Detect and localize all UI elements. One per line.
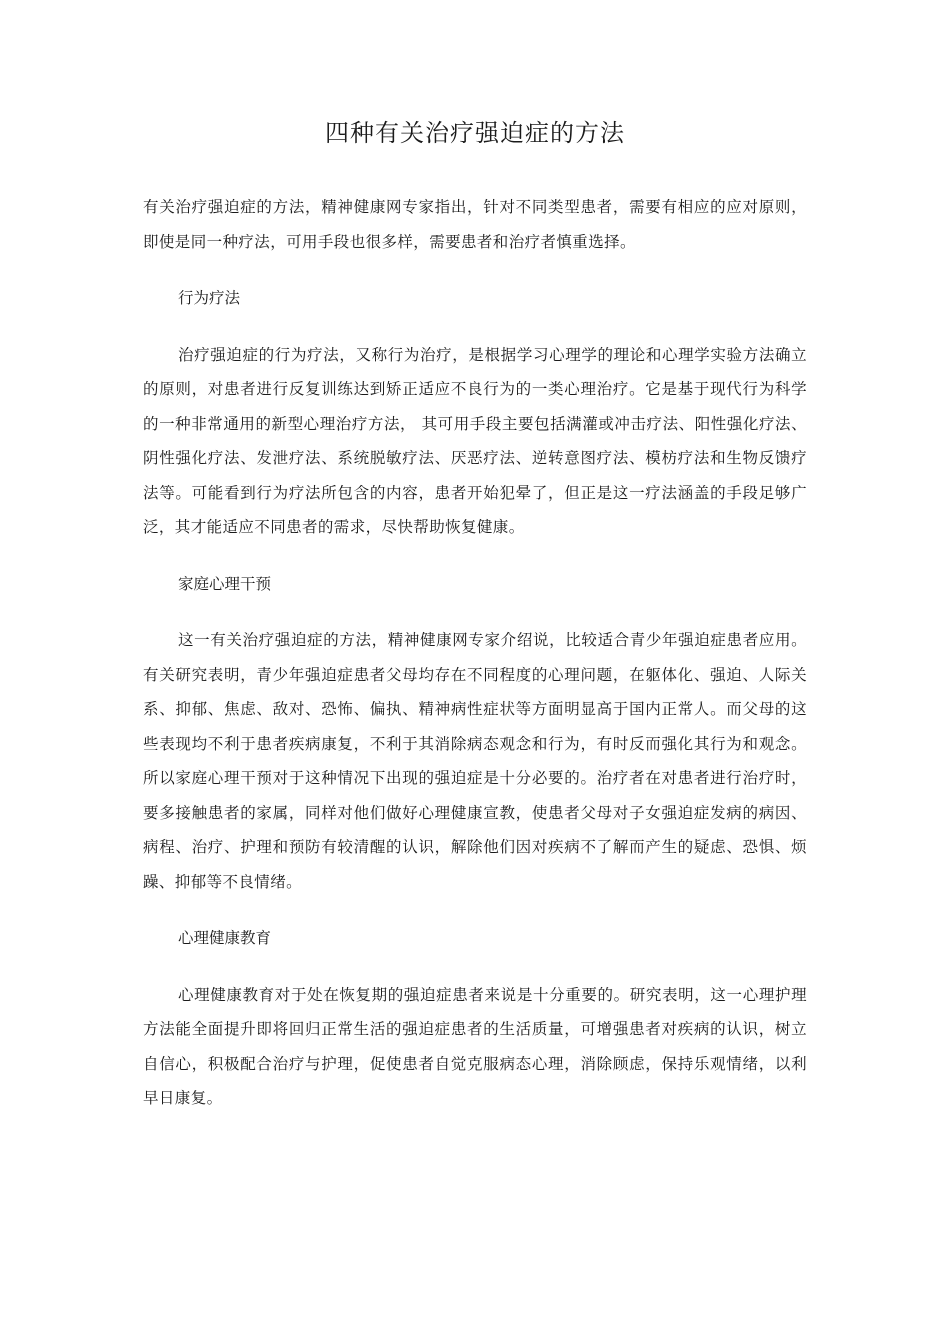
document-title: 四种有关治疗强迫症的方法 — [325, 119, 625, 147]
section-body-health-education: 心理健康教育对于处在恢复期的强迫症患者来说是十分重要的。研究表明，这一心理护理方法能全面提升即将回归正常生活的强迫症患者的生活质量，可增强患者对疾病的认识，树立自信心，积极配合治疗与护理，促使患者自觉克服病态心理，消除顾虑，保持乐观情绪，以利早日康复。 — [143, 985, 807, 1107]
section-body-behavior-therapy: 治疗强迫症的行为疗法，又称行为治疗，是根据学习心理学的理论和心理学实验方法确立的原则，对患者进行反复训练达到矫正适应不良行为的一类心理治疗。它是基于现代行为科学的一种非常通用的新型心理治疗方法， 其可用手段主要包括满灌或冲击疗法、阳性强化疗法、阴性强化疗法、发泄疗法、系统脱敏疗法、厌恶疗法、逆转意图疗法、模枋疗法和生物反馈疗法等。可能看到行为疗法所包含的内容，患者开始犯晕了，但正是这一疗法涵盖的手段足够广泛，其才能适应不同患者的需求，尽快帮助恢复健康。 — [143, 345, 807, 536]
section-heading-behavior-therapy: 行为疗法 — [178, 289, 241, 307]
section-body-family-intervention: 这一有关治疗强迫症的方法，精神健康网专家介绍说，比较适合青少年强迫症患者应用。有关研究表明，青少年强迫症患者父母均存在不同程度的心理问题，在躯体化、强迫、人际关系、抑郁、焦虑、敌对、恐怖、偏执、精神病性症状等方面明显高于国内正常人。而父母的这些表现均不利于患者疾病康复，不利于其消除病态观念和行为，有时反而强化其行为和观念。所以家庭心理干预对于这种情况下出现的强迫症是十分必要的。治疗者在对患者进行治疗时，要多接触患者的家属，同样对他们做好心理健康宣教，使患者父母对子女强迫症发病的病因、病程、治疗、护理和预防有较清醒的认识，解除他们因对疾病不了解而产生的疑虑、恐惧、烦躁、抑郁等不良情绪。 — [143, 631, 807, 891]
section-heading-family-intervention: 家庭心理干预 — [178, 574, 272, 593]
intro-paragraph: 有关治疗强迫症的方法，精神健康网专家指出，针对不同类型患者，需要有相应的应对原则，即使是同一种疗法，可用手段也很多样，需要患者和治疗者慎重选择。 — [143, 198, 807, 251]
document-body — [143, 190, 807, 1116]
section-heading-health-education: 心理健康教育 — [178, 929, 272, 947]
